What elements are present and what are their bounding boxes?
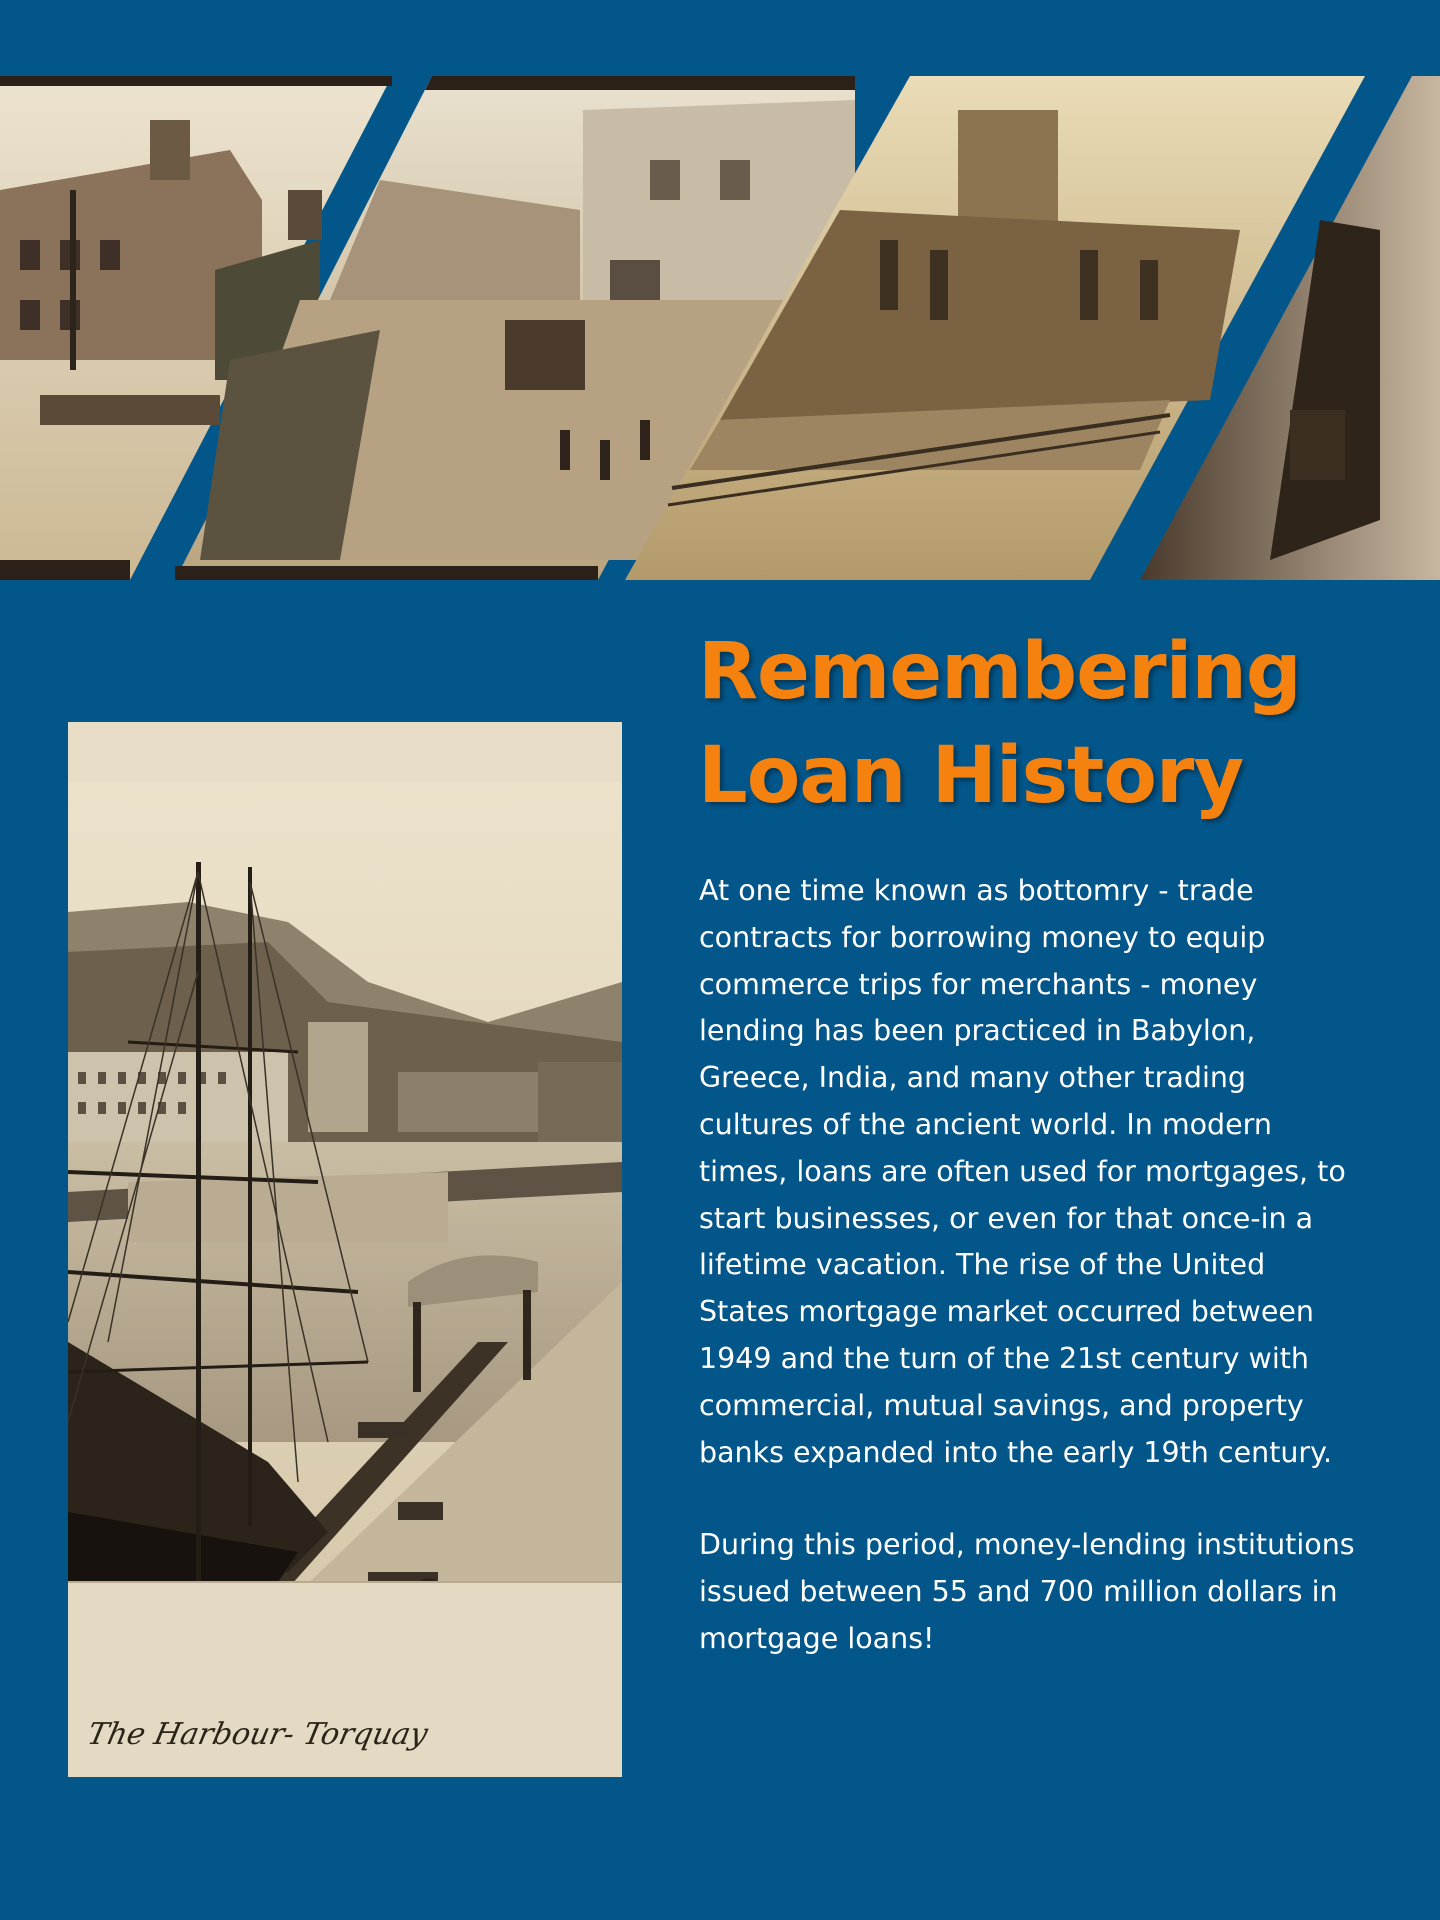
harbour-photo	[68, 722, 622, 1777]
page-title	[698, 620, 1398, 828]
body-paragraph-1: At one time known as bottomry - trade contracts for borrowing money to equip commerce trips for merchants - money lending has been practiced in Babylon, Greece, India, and many other trading cultures of the ancient world. In modern times, loans are often used for mortgages, to start businesses, or even for that once-in a lifetime vacation. The rise of the United States mortgage market occurred between 1949 and the turn of the 21st century with commercial, mutual savings, and property banks expanded into the early 19th century.	[699, 874, 1346, 1469]
title-line-1: Remembering	[698, 627, 1301, 717]
photo-caption: The Harbour- Torquay	[84, 1717, 431, 1752]
body-paragraph-2: During this period, money-lending institutions issued between 55 and 700 million dollars in mortgage loans!	[699, 1528, 1355, 1655]
harbour-photo-image	[68, 722, 622, 1777]
body-text	[699, 868, 1359, 1709]
title-line-2: Loan History	[698, 731, 1244, 821]
photo-banner	[0, 0, 1440, 600]
